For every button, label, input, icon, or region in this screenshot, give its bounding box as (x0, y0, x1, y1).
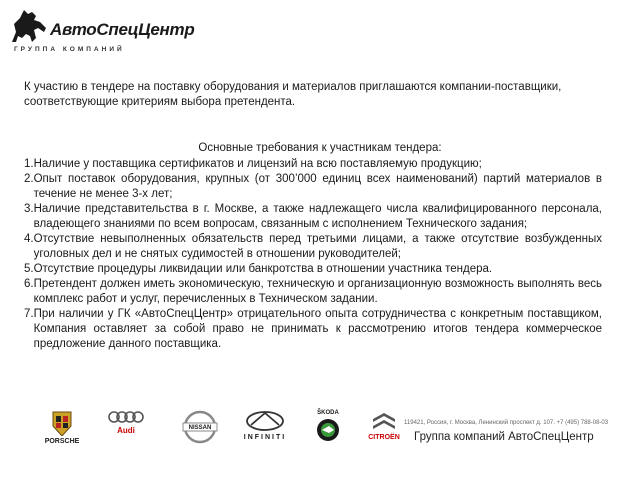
logo-title: АвтоСпецЦентр (50, 20, 195, 39)
requirement-text: Претендент должен иметь экономическую, техническую и организационную возможность выполнять весь комплекс работ и услуг, перечисленных в Техническом задании. (33, 278, 602, 305)
requirement-text: Отсутствие невыполненных обязательств перед третьими лицами, а также отсутствие возбужденных уголовных дел и не снятых судимостей в отношении руководителей; (33, 233, 602, 260)
intro-paragraph: К участию в тендере на поставку оборудования и материалов приглашаются компании-поставщики, соответствующие критериям выбора претендента. (24, 81, 562, 108)
footer-contact: 119421, Россия, г. Москва, Ленинский проспект д. 107. +7 (495) 788-08-03 (404, 420, 609, 426)
requirement-item (24, 307, 602, 352)
requirement-item (24, 232, 602, 262)
logo-subtitle: ГРУППА КОМПАНИЙ (14, 46, 125, 53)
requirement-number: 6. (24, 278, 34, 290)
brand-nissan (180, 410, 220, 444)
skoda-emblem-icon (316, 418, 340, 442)
requirement-number: 7. (24, 308, 34, 320)
requirement-number: 2. (24, 173, 34, 185)
brand-label: INFINITI (243, 434, 287, 441)
porsche-crest-icon (51, 410, 73, 436)
requirement-number: 3. (24, 203, 34, 215)
infiniti-emblem-icon (245, 410, 285, 432)
horse-logo-icon (6, 6, 52, 46)
brand-infiniti (236, 410, 294, 441)
requirement-number: 4. (24, 233, 34, 245)
brand-label: CITROËN (368, 434, 400, 441)
citroen-chevrons-icon (370, 410, 398, 432)
brand-skoda (312, 410, 344, 442)
footer-group-name: Группа компаний АвтоСпецЦентр (414, 431, 594, 443)
brand-label: PORSCHE (44, 438, 80, 445)
requirement-text: Отсутствие процедуры ликвидации или банкротства в отношении участника тендера. (33, 263, 493, 275)
requirement-number: 1. (24, 158, 34, 170)
requirement-text: Наличие представительства в г. Москве, а также надлежащего числа квалифицированного персонала, владеющего знаниями по всем вопросам, связанным с исполнением Технического задания; (33, 203, 602, 230)
audi-rings-icon (107, 410, 145, 424)
brand-citroen (362, 410, 406, 441)
requirement-text: При наличии у ГК «АвтоСпецЦентр» отрицательного опыта сотрудничества с конкретным поставщиком, Компания оставляет за собой право не принимать к рассмотрению итогов тендера коммерческое предложение данного поставщика. (33, 308, 602, 350)
requirement-item (24, 157, 602, 172)
footer-brand-strip (0, 408, 640, 480)
requirement-text: Опыт поставок оборудования, крупных (от 300’000 единиц всех наименований) партий материалов в течение не менее 3-х лет; (33, 173, 602, 200)
requirement-item (24, 172, 602, 202)
requirement-text: Наличие у поставщика сертификатов и лицензий на всю поставляемую продукцию; (33, 158, 482, 170)
requirement-item (24, 262, 602, 277)
requirements-list (24, 157, 602, 352)
requirement-item (24, 202, 602, 232)
requirement-number: 5. (24, 263, 34, 275)
brand-label: ŠKODA (317, 410, 339, 416)
brand-label: Audi (117, 426, 135, 435)
brand-label: NISSAN (188, 425, 212, 431)
requirements-title: Основные требования к участникам тендера: (198, 142, 442, 154)
company-logo (6, 6, 195, 56)
brand-porsche (34, 410, 90, 445)
brand-audi (106, 410, 146, 435)
requirement-item (24, 277, 602, 307)
